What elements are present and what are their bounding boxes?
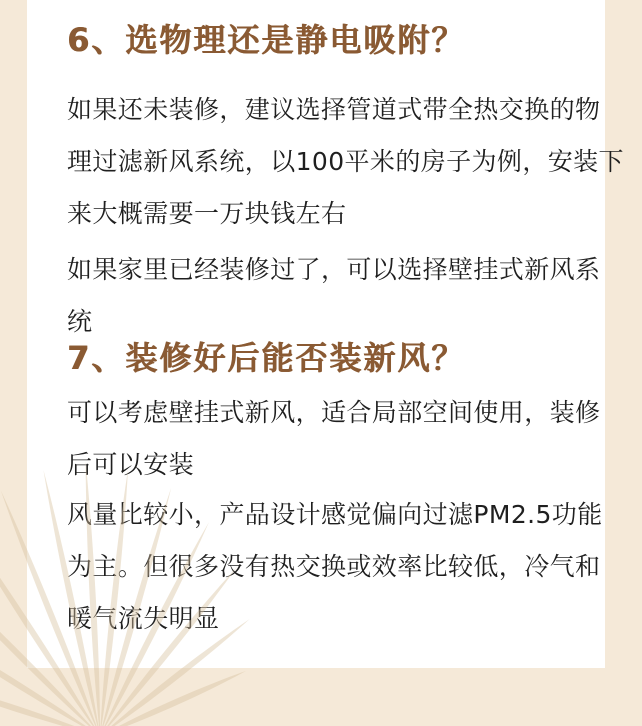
text-line: 后可以安装 <box>67 450 195 479</box>
section-6-paragraph-1 <box>67 84 624 240</box>
section-7-heading: 7、装修好后能否装新风？ <box>67 339 466 377</box>
text-line: 理过滤新风系统，以100平米的房子为例，安装下 <box>67 147 624 176</box>
text-line: 暖气流失明显 <box>67 604 220 633</box>
text-line: 如果家里已经装修过了，可以选择壁挂式新风系 <box>67 255 601 284</box>
text-line: 来大概需要一万块钱左右 <box>67 199 347 228</box>
section-6-heading: 6、选物理还是静电吸附？ <box>67 21 466 59</box>
text-line: 统 <box>67 307 93 336</box>
section-7-paragraph-1 <box>67 387 601 491</box>
text-line: 如果还未装修，建议选择管道式带全热交换的物 <box>67 95 601 124</box>
text-line: 风量比较小，产品设计感觉偏向过滤PM2.5功能 <box>67 500 603 529</box>
content-card <box>27 0 624 668</box>
card-content <box>27 0 624 645</box>
text-line: 可以考虑壁挂式新风，适合局部空间使用，装修 <box>67 398 601 427</box>
section-7-paragraph-2 <box>67 489 603 645</box>
section-6-paragraph-2 <box>67 244 601 348</box>
text-line: 为主。但很多没有热交换或效率比较低，冷气和 <box>67 552 601 581</box>
